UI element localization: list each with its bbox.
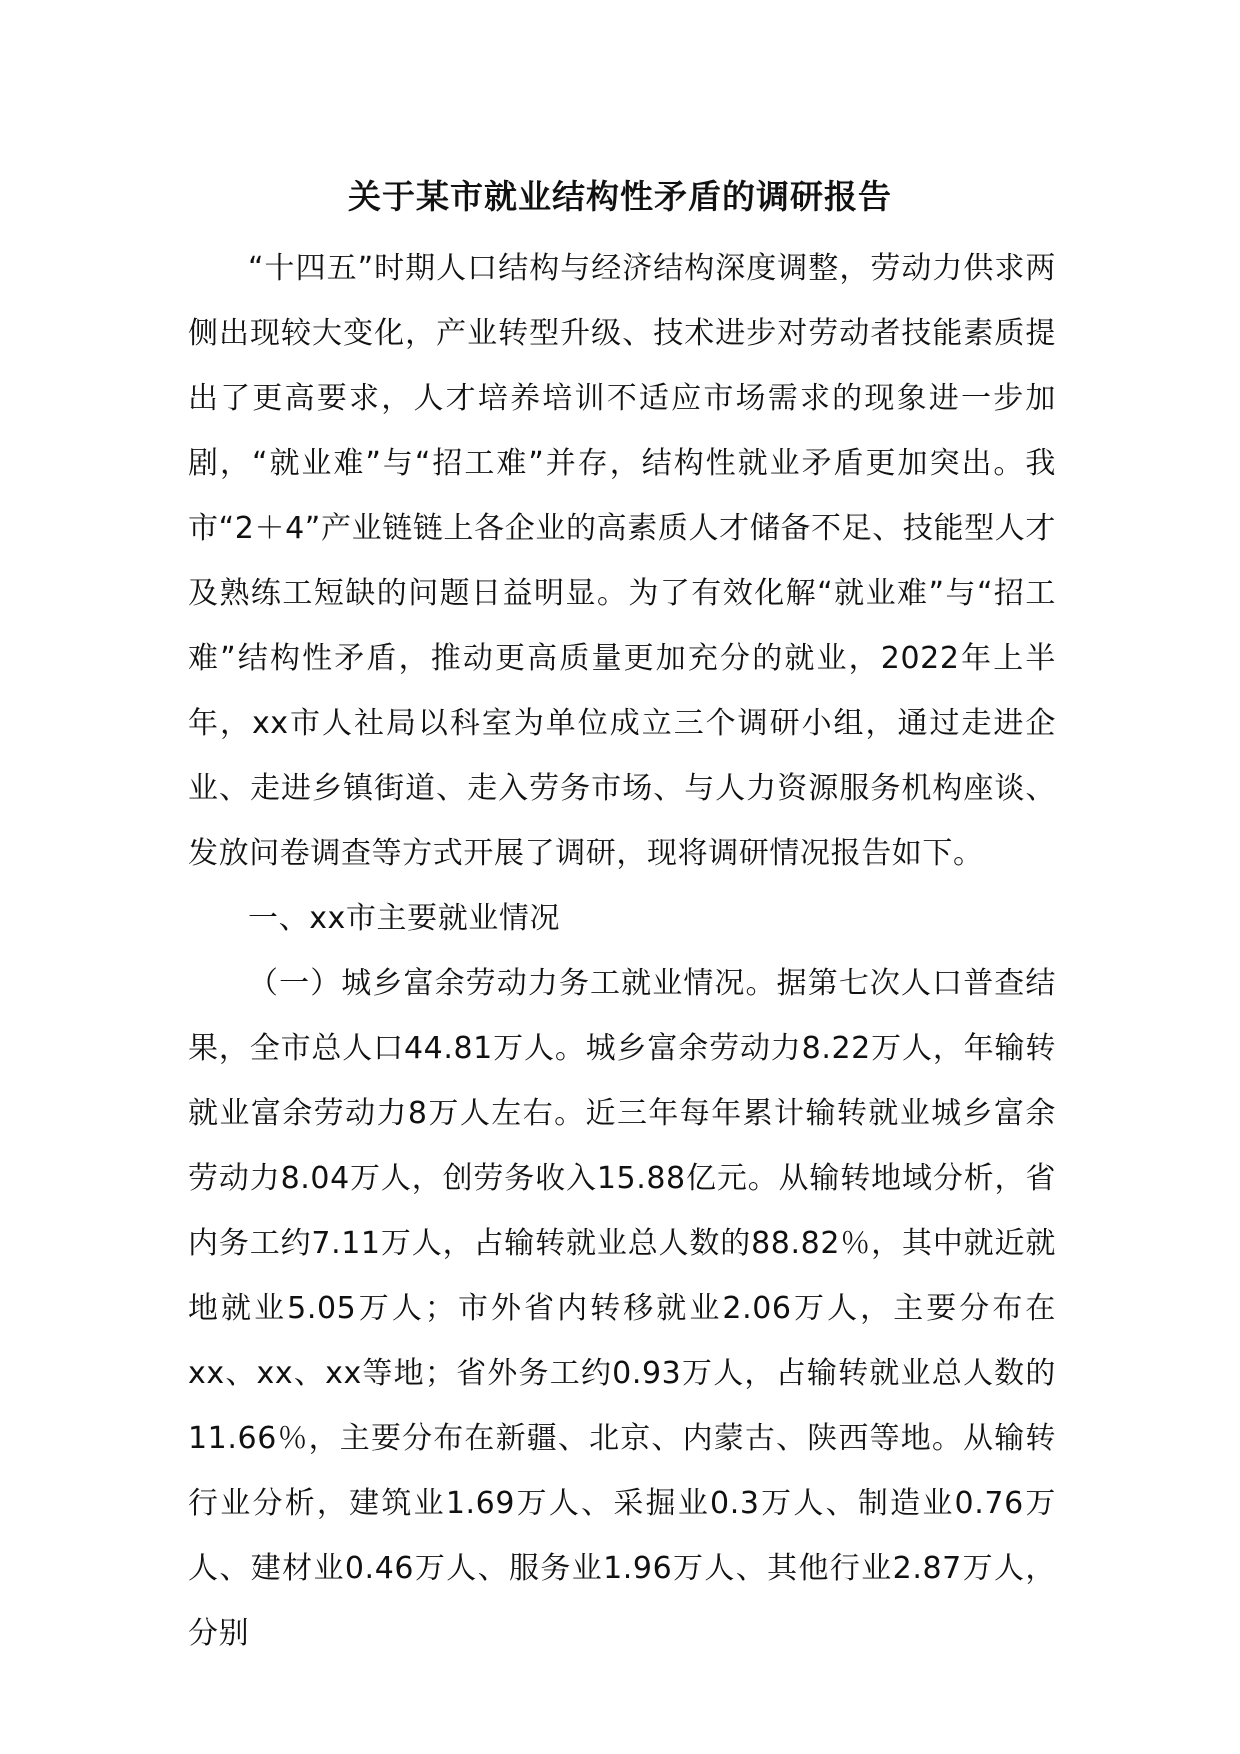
paragraph-section-1-1: （一）城乡富余劳动力务工就业情况。据第七次人口普查结果，全市总人口44.81万人。城乡富余劳动力8.22万人，年输转就业富余劳动力8万人左右。近三年每年累计输转就业城乡富余劳动力8.04万人，创劳务收入15.88亿元。从输转地域分析，省内务工约7.11万人，占输转就业总人数的88.82％，其中就近就地就业5.05万人；市外省内转移就业2.06万人，主要分布在xx、xx、xx等地；省外务工约0.93万人，占输转就业总人数的11.66％，主要分布在新疆、北京、内蒙古、陕西等地。从输转行业分析，建筑业1.69万人、采掘业0.3万人、制造业0.76万人、建材业0.46万人、服务业1.96万人、其他行业2.87万人，分别 bbox=[188, 966, 1056, 1651]
section-heading-1: 一、xx市主要就业情况 bbox=[248, 901, 561, 936]
document-body bbox=[188, 236, 1056, 1666]
paragraph-intro: “十四五”时期人口结构与经济结构深度调整，劳动力供求两侧出现较大变化，产业转型升级、技术进步对劳动者技能素质提出了更高要求，人才培养培训不适应市场需求的现象进一步加剧，“就业难”与“招工难”并存，结构性就业矛盾更加突出。我市“2＋4”产业链链上各企业的高素质人才储备不足、技能型人才及熟练工短缺的问题日益明显。为了有效化解“就业难”与“招工难”结构性矛盾，推动更高质量更加充分的就业，2022年上半年，xx市人社局以科室为单位成立三个调研小组，通过走进企业、走进乡镇街道、走入劳务市场、与人力资源服务机构座谈、发放问卷调查等方式开展了调研，现将调研情况报告如下。 bbox=[188, 251, 1056, 871]
document-title: 关于某市就业结构性矛盾的调研报告 bbox=[348, 177, 892, 216]
